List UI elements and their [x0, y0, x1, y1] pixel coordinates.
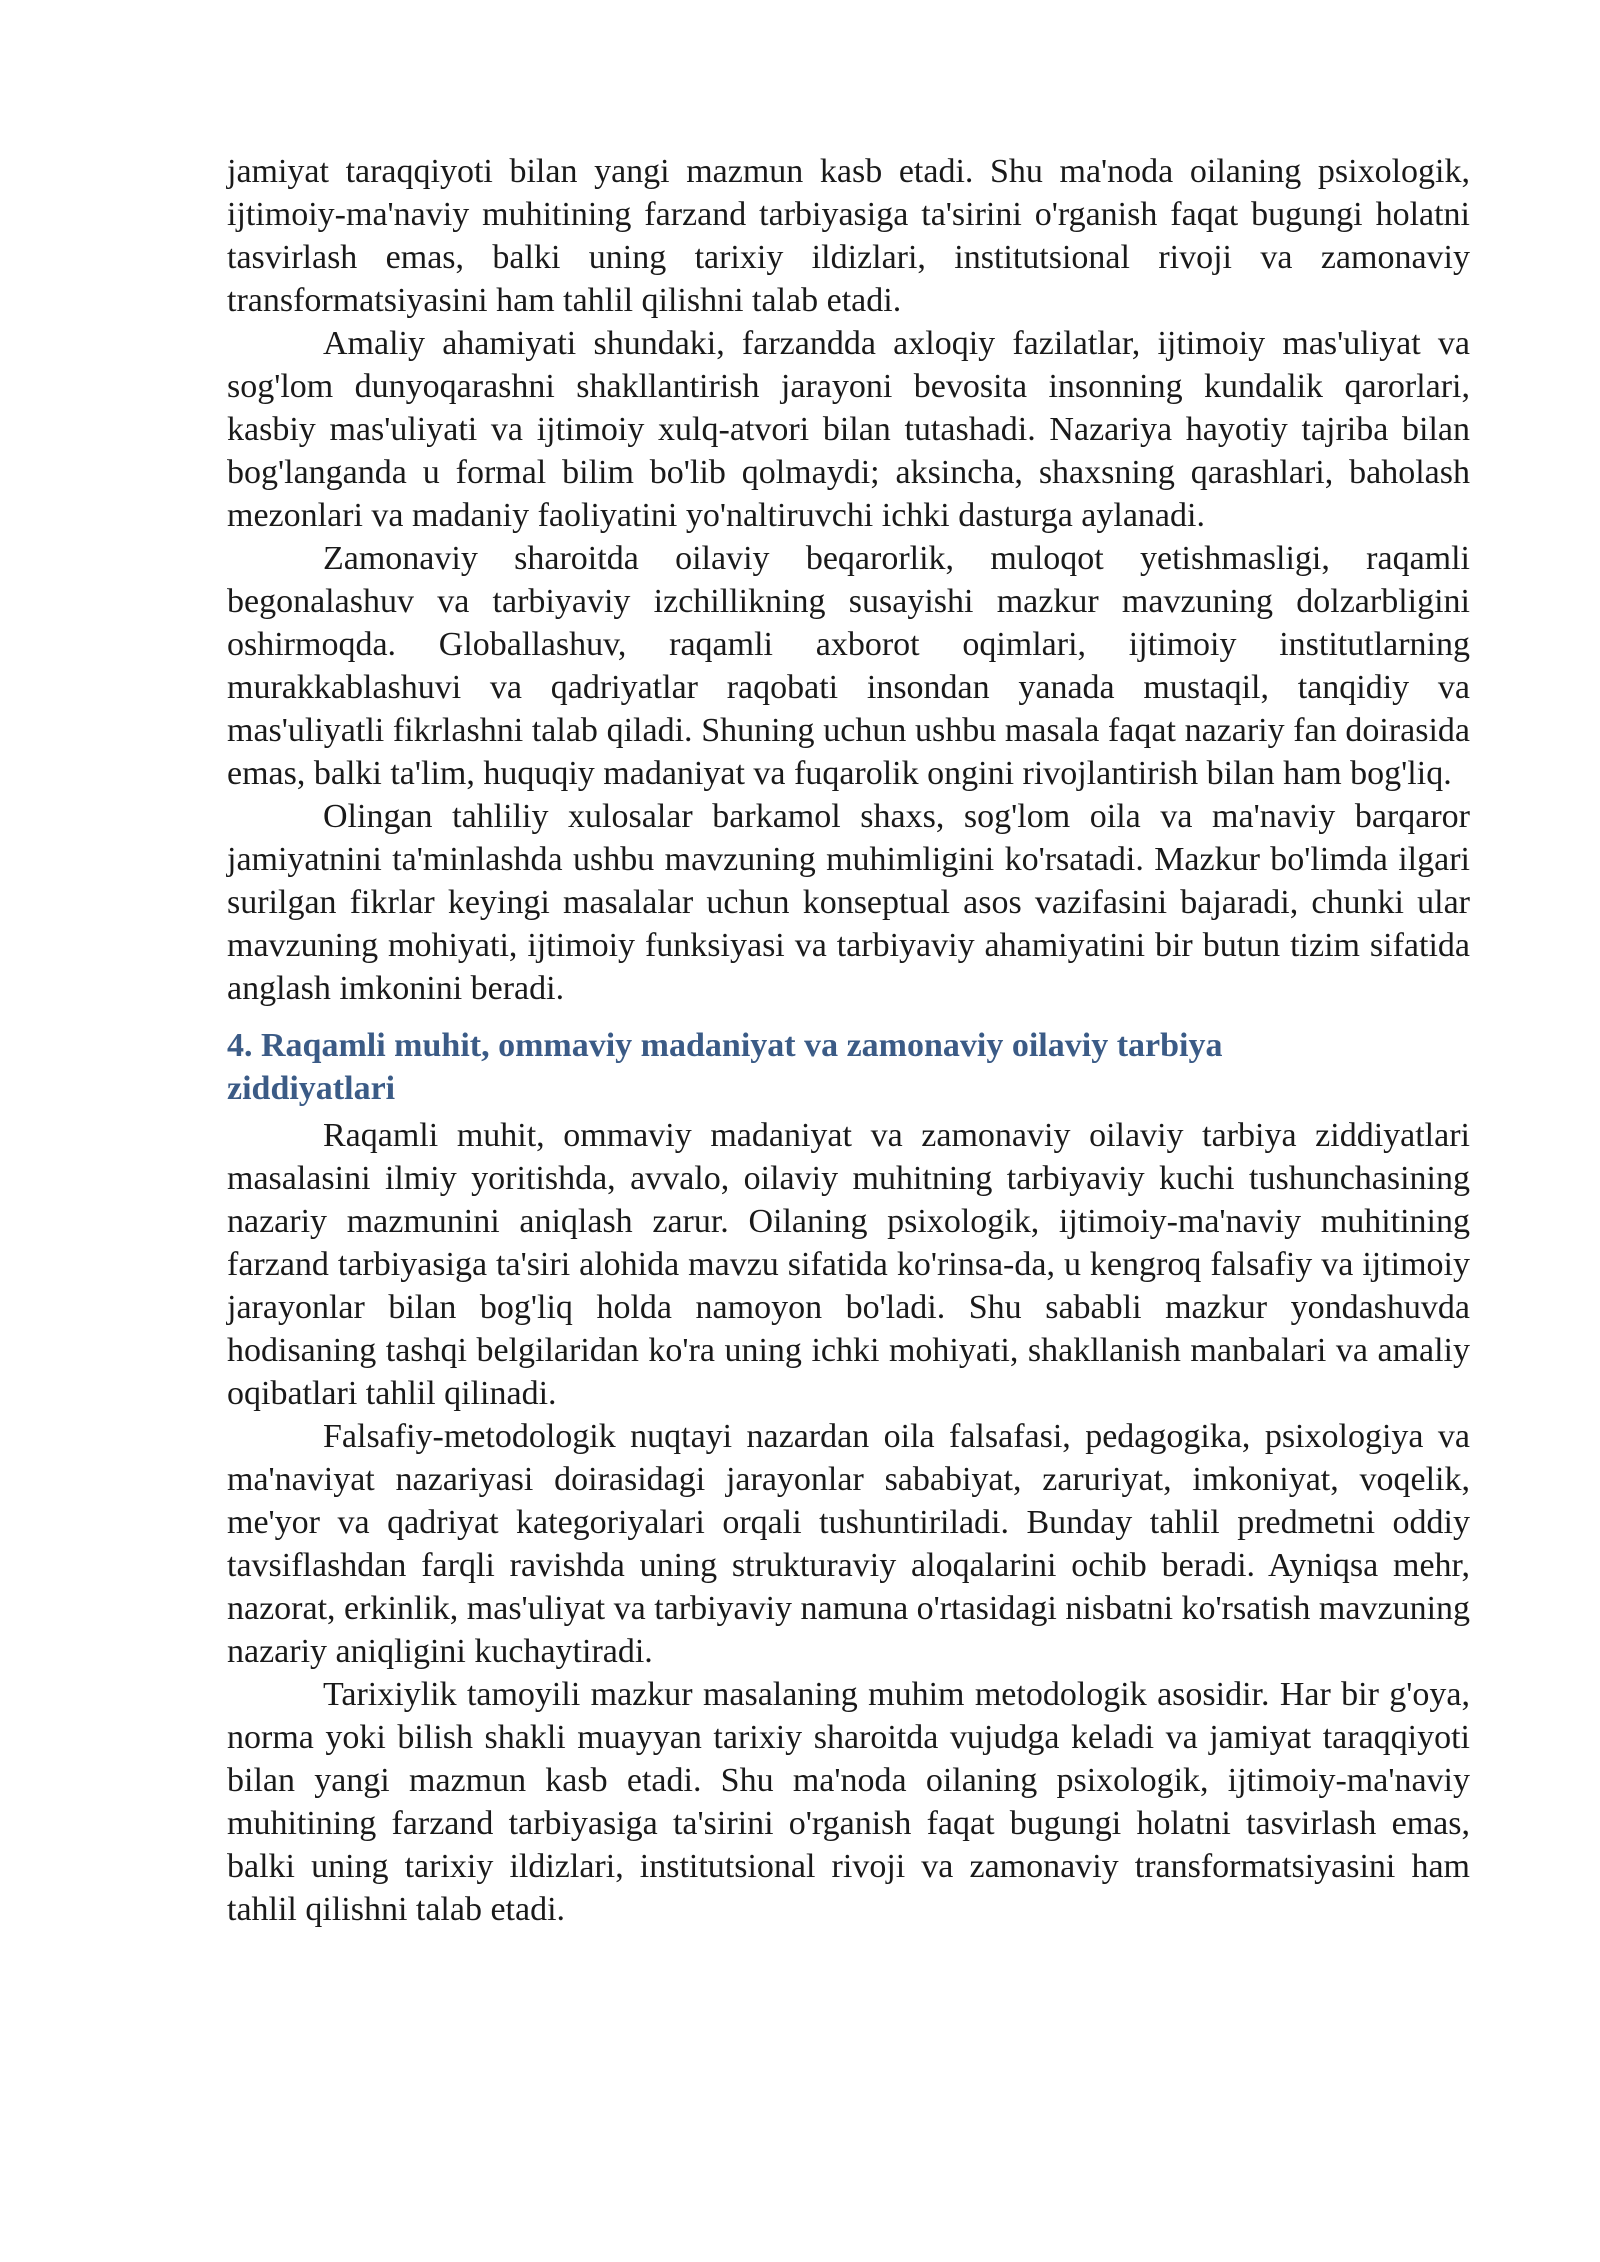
paragraph: Falsafiy-metodologik nuqtayi nazardan oila falsafasi, pedagogika, psixologiya va ma'naviyat nazariyasi doirasidagi jarayonlar sababiyat, zaruriyat, imkoniyat, voqelik, me'yor va qadriyat kategoriyalari orqali tushuntiriladi. Bunday tahlil predmetni oddiy tavsiflashdan farqli ravishda uning strukturaviy aloqalarini ochib beradi. Ayniqsa mehr, nazorat, erkinlik, mas'uliyat va tarbiyaviy namuna o'rtasidagi nisbatni ko'rsatish mavzuning nazariy aniqligini kuchaytiradi.: [227, 1418, 1471, 1670]
paragraph: Olingan tahliliy xulosalar barkamol shaxs, sog'lom oila va ma'naviy barqaror jamiyatnini ta'minlashda ushbu mavzuning muhimligini ko'rsatadi. Mazkur bo'limda ilgari surilgan fikrlar keyingi masalalar uchun konseptual asos vazifasini bajaradi, chunki ular mavzuning mohiyati, ijtimoiy funksiyasi va tarbiyaviy ahamiyatini bir butun tizim sifatida anglash imkonini beradi.: [227, 798, 1470, 1007]
section-heading: 4. Raqamli muhit, ommaviy madaniyat va zamonaviy oilaviy tarbiya ziddiyatlari: [227, 1027, 1223, 1107]
paragraph: Amaliy ahamiyati shundaki, farzandda axloqiy fazilatlar, ijtimoiy mas'uliyat va sog'lom dunyoqarashni shakllantirish jarayoni bevosita insonning kundalik qarorlari, kasbiy mas'uliyati va ijtimoiy xulq-atvori bilan tutashadi. Nazariya hayotiy tajriba bilan bog'langanda u formal bilim bo'lib qolmaydi; aksincha, shaxsning qarashlari, baholash mezonlari va madaniy faoliyatini yo'naltiruvchi ichki dasturga aylanadi.: [227, 325, 1470, 534]
document-page: [227, 150, 1470, 1931]
paragraph: Raqamli muhit, ommaviy madaniyat va zamonaviy oilaviy tarbiya ziddiyatlari masalasini ilmiy yoritishda, avvalo, oilaviy muhitning tarbiyaviy kuchi tushunchasining nazariy mazmunini aniqlash zarur. Oilaning psixologik, ijtimoiy-ma'naviy muhitining farzand tarbiyasiga ta'siri alohida mavzu sifatida ko'rinsa-da, u kengroq falsafiy va ijtimoiy jarayonlar bilan bog'liq holda namoyon bo'ladi. Shu sababli mazkur yondashuvda hodisaning tashqi belgilaridan ko'ra uning ichki mohiyati, shakllanish manbalari va amaliy oqibatlari tahlil qilinadi.: [227, 1117, 1470, 1412]
paragraph: jamiyat taraqqiyoti bilan yangi mazmun kasb etadi. Shu ma'noda oilaning psixologik, ijtimoiy-ma'naviy muhitining farzand tarbiyasiga ta'sirini o'rganish faqat bugungi holatni tasvirlash emas, balki uning tarixiy ildizlari, institutsional rivoji va zamonaviy transformatsiyasini ham tahlil qilishni talab etadi.: [227, 153, 1470, 319]
paragraph: Zamonaviy sharoitda oilaviy beqarorlik, muloqot yetishmasligi, raqamli begonalashuv va tarbiyaviy izchillikning susayishi mazkur mavzuning dolzarbligini oshirmoqda. Globallashuv, raqamli axborot oqimlari, ijtimoiy institutlarning murakkablashuvi va qadriyatlar raqobati insondan yanada mustaqil, tanqidiy va mas'uliyatli fikrlashni talab qiladi. Shuning uchun ushbu masala faqat nazariy fan doirasida emas, balki ta'lim, huquqiy madaniyat va fuqarolik ongini rivojlantirish bilan ham bog'liq.: [227, 540, 1470, 792]
paragraph: Tarixiylik tamoyili mazkur masalaning muhim metodologik asosidir. Har bir g'oya, norma yoki bilish shakli muayyan tarixiy sharoitda vujudga keladi va jamiyat taraqqiyoti bilan yangi mazmun kasb etadi. Shu ma'noda oilaning psixologik, ijtimoiy-ma'naviy muhitining farzand tarbiyasiga ta'sirini o'rganish faqat bugungi holatni tasvirlash emas, balki uning tarixiy ildizlari, institutsional rivoji va zamonaviy transformatsiyasini ham tahlil qilishni talab etadi.: [227, 1676, 1470, 1928]
